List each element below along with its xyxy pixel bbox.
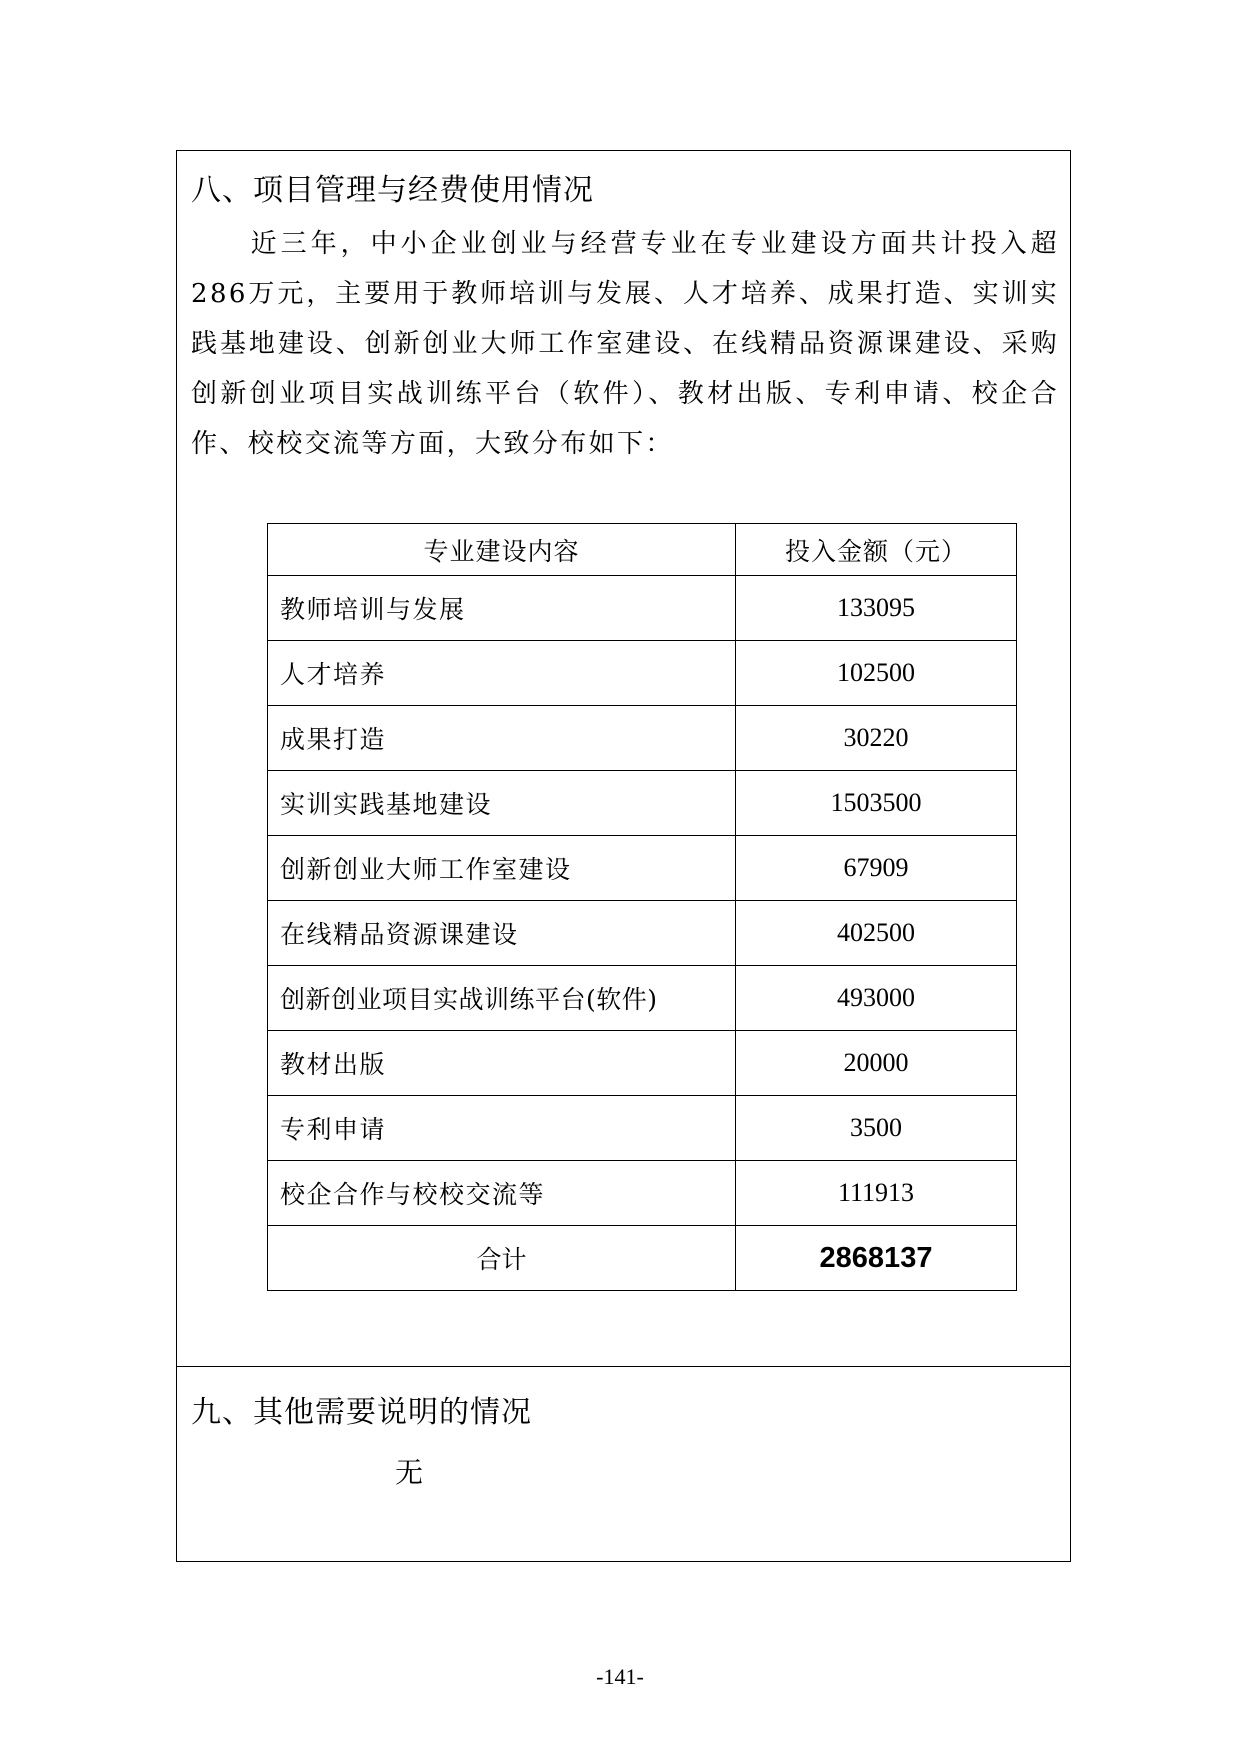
table-row — [268, 771, 1017, 836]
section-8-paragraph — [191, 219, 1059, 469]
table-header-row — [268, 524, 1017, 576]
row-item: 人才培养 — [268, 641, 736, 706]
row-item: 校企合作与校校交流等 — [268, 1161, 736, 1226]
table-row — [268, 1161, 1017, 1226]
row-amount: 3500 — [736, 1096, 1017, 1161]
row-item: 创新创业大师工作室建设 — [268, 836, 736, 901]
row-amount: 67909 — [736, 836, 1017, 901]
row-amount: 133095 — [736, 576, 1017, 641]
page-number: -141- — [596, 1664, 644, 1689]
row-item: 创新创业项目实战训练平台(软件) — [268, 966, 736, 1031]
row-item: 在线精品资源课建设 — [268, 901, 736, 966]
row-amount: 102500 — [736, 641, 1017, 706]
table-row — [268, 641, 1017, 706]
row-amount: 20000 — [736, 1031, 1017, 1096]
total-label: 合计 — [268, 1226, 736, 1291]
total-amount: 2868137 — [736, 1226, 1017, 1291]
section-project-management — [177, 151, 1070, 1367]
table-row — [268, 966, 1017, 1031]
section-9-heading: 九、其他需要说明的情况 — [191, 1395, 532, 1430]
table-row — [268, 1096, 1017, 1161]
row-item: 实训实践基地建设 — [268, 771, 736, 836]
section-8-paragraph-text: 近三年，中小企业创业与经营专业在专业建设方面共计投入超286万元，主要用于教师培训与发展、人才培养、成果打造、实训实践基地建设、创新创业大师工作室建设、在线精品资源课建设、采购创新创业项目实战训练平台（软件）、教材出版、专利申请、校企合作、校校交流等方面，大致分布如下： — [191, 229, 1059, 459]
row-amount: 402500 — [736, 901, 1017, 966]
table-row — [268, 576, 1017, 641]
budget-table — [267, 523, 1017, 1291]
table-row — [268, 706, 1017, 771]
row-item: 专利申请 — [268, 1096, 736, 1161]
row-item: 教师培训与发展 — [268, 576, 736, 641]
table-row — [268, 1031, 1017, 1096]
column-header-amount: 投入金额（元） — [736, 524, 1017, 576]
column-header-content: 专业建设内容 — [268, 524, 736, 576]
section-9-body: 无 — [395, 1456, 424, 1489]
row-amount: 30220 — [736, 706, 1017, 771]
section-other-notes — [177, 1367, 1070, 1561]
table-row — [268, 901, 1017, 966]
section-8-heading: 八、项目管理与经费使用情况 — [191, 173, 594, 208]
row-amount: 111913 — [736, 1161, 1017, 1226]
report-frame — [176, 150, 1071, 1562]
row-item: 成果打造 — [268, 706, 736, 771]
row-amount: 1503500 — [736, 771, 1017, 836]
table-row — [268, 836, 1017, 901]
row-item: 教材出版 — [268, 1031, 736, 1096]
table-total-row — [268, 1226, 1017, 1291]
row-amount: 493000 — [736, 966, 1017, 1031]
